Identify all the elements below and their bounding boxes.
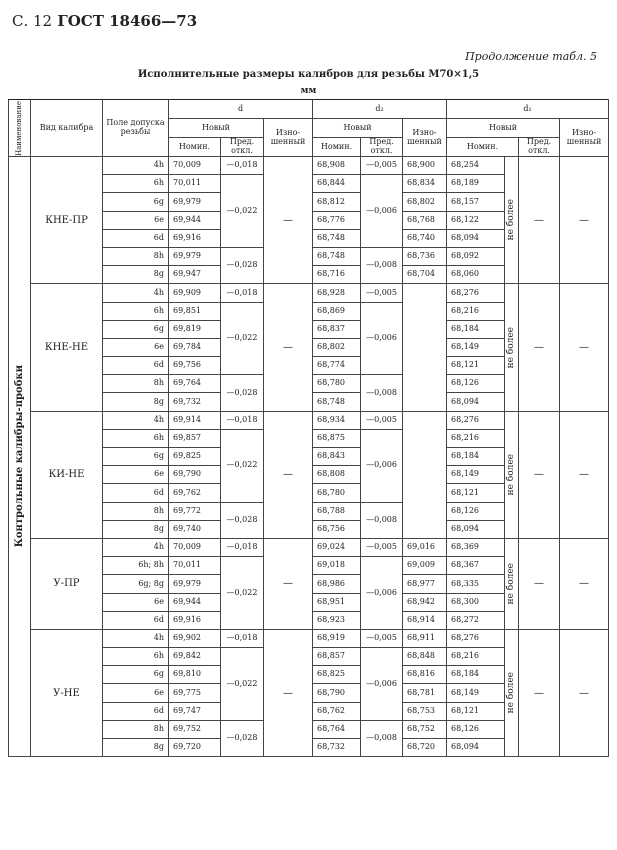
d1-nominal-cell: 68,276 <box>447 284 505 302</box>
d1-nominal-cell: 68,216 <box>447 302 505 320</box>
tolerance-field-cell: 6e <box>103 684 169 702</box>
d-deviation-cell: —0,022 <box>221 302 264 375</box>
d2-worn-cell: 68,752 <box>403 720 447 738</box>
d2-deviation-cell: —0,006 <box>361 175 403 248</box>
d-deviation-cell: —0,028 <box>221 720 264 756</box>
d2-nom-header: Номин. <box>313 138 361 157</box>
gauge-kind-cell: У-НЕ <box>31 629 103 756</box>
d1-nominal-cell: 68,189 <box>447 175 505 193</box>
d1-nominal-cell: 68,121 <box>447 702 505 720</box>
d2-nominal-cell: 68,843 <box>313 448 361 466</box>
table-title: Исполнительные размеры калибров для резьбы М70×1,5 <box>137 69 480 80</box>
d2-nominal-cell: 68,986 <box>313 575 361 593</box>
d-nominal-cell: 69,819 <box>169 320 221 338</box>
d2-nominal-cell: 68,802 <box>313 338 361 356</box>
d-nominal-cell: 69,790 <box>169 466 221 484</box>
d1-nominal-cell: 68,094 <box>447 520 505 538</box>
gauge-dimensions-table <box>8 99 609 757</box>
d2-deviation-cell: —0,006 <box>361 557 403 630</box>
d1-nominal-cell: 68,367 <box>447 557 505 575</box>
d-nominal-cell: 70,009 <box>169 538 221 556</box>
d2-nominal-cell: 69,024 <box>313 538 361 556</box>
tolerance-field-cell: 4h <box>103 538 169 556</box>
d1-nominal-cell: 68,121 <box>447 484 505 502</box>
d2-worn-cell: 68,704 <box>403 266 447 284</box>
d1-nominal-cell: 68,300 <box>447 593 505 611</box>
d1-worn-cell: — <box>560 284 609 411</box>
d2-nominal-cell: 68,808 <box>313 466 361 484</box>
d2-deviation-cell: —0,005 <box>361 284 403 302</box>
d-nominal-cell: 69,979 <box>169 193 221 211</box>
d2-worn-cell <box>403 411 447 538</box>
d2-worn-cell: 68,768 <box>403 211 447 229</box>
d1-nominal-cell: 68,276 <box>447 411 505 429</box>
d-nominal-cell: 69,979 <box>169 247 221 265</box>
d-worn-cell: — <box>264 411 313 538</box>
d-nominal-cell: 69,756 <box>169 357 221 375</box>
d2-nominal-cell: 68,812 <box>313 193 361 211</box>
d2-worn-cell: 68,736 <box>403 247 447 265</box>
d-deviation-cell: —0,028 <box>221 247 264 283</box>
d-nominal-cell: 69,909 <box>169 284 221 302</box>
d1-new-header: Новый <box>447 119 560 138</box>
d2-deviation-cell: —0,006 <box>361 302 403 375</box>
gauge-kind-cell: У-ПР <box>31 538 103 629</box>
d-deviation-cell: —0,018 <box>221 284 264 302</box>
d-nominal-cell: 69,944 <box>169 211 221 229</box>
d1-nominal-cell: 68,272 <box>447 611 505 629</box>
tolerance-field-cell: 4h <box>103 157 169 175</box>
d-deviation-cell: —0,018 <box>221 629 264 647</box>
side-label-cell: Контрольные калибры-пробки <box>9 157 31 757</box>
d-deviation-cell: —0,018 <box>221 538 264 556</box>
d1-worn-cell: — <box>560 629 609 756</box>
d-nominal-cell: 69,842 <box>169 648 221 666</box>
tolerance-field-cell: 4h <box>103 629 169 647</box>
d1-nominal-cell: 68,149 <box>447 684 505 702</box>
d1-nominal-cell: 68,369 <box>447 538 505 556</box>
d1-nominal-cell: 68,122 <box>447 211 505 229</box>
tolerance-field-cell: 6e <box>103 338 169 356</box>
d2-nominal-cell: 68,869 <box>313 302 361 320</box>
gauge-kind-cell: КИ-НЕ <box>31 411 103 538</box>
continuation-note: Продолжение табл. 5 <box>465 50 597 63</box>
d1-not-more-cell: не более <box>505 538 519 629</box>
d2-nominal-cell: 68,774 <box>313 357 361 375</box>
d2-nominal-cell: 68,919 <box>313 629 361 647</box>
d-nominal-cell: 69,772 <box>169 502 221 520</box>
tolerance-field-cell: 6e <box>103 211 169 229</box>
d-nominal-cell: 69,916 <box>169 229 221 247</box>
d2-nominal-cell: 68,716 <box>313 266 361 284</box>
d-deviation-cell: —0,022 <box>221 429 264 502</box>
d1-not-more-cell: не более <box>505 157 519 284</box>
tolerance-field-cell: 8g <box>103 520 169 538</box>
d-deviation-cell: —0,022 <box>221 175 264 248</box>
d2-worn-header: Изно- шенный <box>403 119 447 157</box>
d-nom-header: Номин. <box>169 138 221 157</box>
tolerance-field-cell: 8h <box>103 502 169 520</box>
d-worn-header: Изно- шенный <box>264 119 313 157</box>
d1-nominal-cell: 68,184 <box>447 448 505 466</box>
tolerance-field-cell: 6h <box>103 175 169 193</box>
d2-new-header: Новый <box>313 119 403 138</box>
d2-nominal-cell: 68,762 <box>313 702 361 720</box>
tolerance-field-cell: 6e <box>103 466 169 484</box>
d2-worn-cell: 68,977 <box>403 575 447 593</box>
d1-worn-cell: — <box>560 411 609 538</box>
d2-deviation-cell: —0,005 <box>361 629 403 647</box>
d2-deviation-cell: —0,008 <box>361 375 403 411</box>
table-row <box>9 538 609 556</box>
d-worn-cell: — <box>264 629 313 756</box>
d1-deviation-cell: — <box>519 157 560 284</box>
d2-nominal-cell: 68,748 <box>313 393 361 411</box>
d-nominal-cell: 69,720 <box>169 739 221 757</box>
d1-nominal-cell: 68,157 <box>447 193 505 211</box>
d-nominal-cell: 69,857 <box>169 429 221 447</box>
d-worn-cell: — <box>264 157 313 284</box>
d-nominal-cell: 69,740 <box>169 520 221 538</box>
tolerance-field-cell: 6h <box>103 429 169 447</box>
d1-nominal-cell: 68,126 <box>447 502 505 520</box>
d2-nominal-cell: 68,788 <box>313 502 361 520</box>
d2-worn-cell: 68,848 <box>403 648 447 666</box>
d2-worn-cell: 68,942 <box>403 593 447 611</box>
tolerance-field-cell: 6d <box>103 357 169 375</box>
d2-dev-header: Пред. откл. <box>361 138 403 157</box>
table-row <box>9 411 609 429</box>
d1-deviation-cell: — <box>519 629 560 756</box>
d2-deviation-cell: —0,006 <box>361 648 403 721</box>
d2-nominal-cell: 68,934 <box>313 411 361 429</box>
d1-nominal-cell: 68,126 <box>447 720 505 738</box>
d-nominal-cell: 69,979 <box>169 575 221 593</box>
page-number: С. 12 <box>12 12 53 30</box>
d1-nominal-cell: 68,094 <box>447 393 505 411</box>
d2-deviation-cell: —0,006 <box>361 429 403 502</box>
d1-nominal-cell: 68,216 <box>447 429 505 447</box>
d2-worn-cell: 68,740 <box>403 229 447 247</box>
d2-nominal-cell: 68,732 <box>313 739 361 757</box>
d-deviation-cell: —0,018 <box>221 157 264 175</box>
col-d-header: d <box>169 100 313 119</box>
d-nominal-cell: 70,009 <box>169 157 221 175</box>
d1-nominal-cell: 68,335 <box>447 575 505 593</box>
d-nominal-cell: 69,916 <box>169 611 221 629</box>
d-nominal-cell: 69,784 <box>169 338 221 356</box>
d2-nominal-cell: 68,764 <box>313 720 361 738</box>
d2-nominal-cell: 68,908 <box>313 157 361 175</box>
tolerance-field-cell: 6d <box>103 702 169 720</box>
d-nominal-cell: 69,732 <box>169 393 221 411</box>
d2-nominal-cell: 68,844 <box>313 175 361 193</box>
d1-deviation-cell: — <box>519 284 560 411</box>
d2-worn-cell: 68,914 <box>403 611 447 629</box>
tolerance-field-cell: 6h; 8h <box>103 557 169 575</box>
d1-not-more-cell: не более <box>505 411 519 538</box>
d-nominal-cell: 69,762 <box>169 484 221 502</box>
d1-not-more-cell: не более <box>505 284 519 411</box>
tolerance-field-cell: 6g <box>103 320 169 338</box>
d2-worn-cell <box>403 284 447 411</box>
d1-not-more-cell: не более <box>505 629 519 756</box>
d1-worn-header: Изно- шенный <box>560 119 609 157</box>
d2-nominal-cell: 68,923 <box>313 611 361 629</box>
d-nominal-cell: 69,851 <box>169 302 221 320</box>
tolerance-field-cell: 6g <box>103 193 169 211</box>
d-deviation-cell: —0,028 <box>221 375 264 411</box>
d2-deviation-cell: —0,008 <box>361 247 403 283</box>
d2-deviation-cell: —0,008 <box>361 720 403 756</box>
d-nominal-cell: 69,810 <box>169 666 221 684</box>
d-deviation-cell: —0,028 <box>221 502 264 538</box>
page-header <box>12 12 197 30</box>
col-kind-header: Вид калибра <box>31 100 103 157</box>
d1-nominal-cell: 68,094 <box>447 739 505 757</box>
unit-label: мм <box>300 86 317 96</box>
d2-nominal-cell: 68,748 <box>313 229 361 247</box>
d2-nominal-cell: 68,875 <box>313 429 361 447</box>
d2-nominal-cell: 68,825 <box>313 666 361 684</box>
d2-nominal-cell: 68,837 <box>313 320 361 338</box>
d2-worn-cell: 68,911 <box>403 629 447 647</box>
d2-worn-cell: 68,802 <box>403 193 447 211</box>
d2-worn-cell: 68,781 <box>403 684 447 702</box>
tolerance-field-cell: 8h <box>103 375 169 393</box>
tolerance-field-cell: 6h <box>103 302 169 320</box>
d2-deviation-cell: —0,005 <box>361 538 403 556</box>
d1-deviation-cell: — <box>519 538 560 629</box>
tolerance-field-cell: 6e <box>103 593 169 611</box>
d1-nominal-cell: 68,149 <box>447 466 505 484</box>
d1-nominal-cell: 68,092 <box>447 247 505 265</box>
d2-nominal-cell: 68,928 <box>313 284 361 302</box>
d1-nominal-cell: 68,254 <box>447 157 505 175</box>
d-nominal-cell: 69,764 <box>169 375 221 393</box>
d1-nominal-cell: 68,121 <box>447 357 505 375</box>
standard-code: ГОСТ 18466—73 <box>57 12 198 30</box>
d-nominal-cell: 69,947 <box>169 266 221 284</box>
tolerance-field-cell: 8g <box>103 739 169 757</box>
col-d2-header: d₂ <box>313 100 447 119</box>
d2-nominal-cell: 69,018 <box>313 557 361 575</box>
d-nominal-cell: 70,011 <box>169 175 221 193</box>
d1-deviation-cell: — <box>519 411 560 538</box>
d1-worn-cell: — <box>560 538 609 629</box>
d2-worn-cell: 68,720 <box>403 739 447 757</box>
table-row <box>9 629 609 647</box>
d1-nominal-cell: 68,060 <box>447 266 505 284</box>
gauge-kind-cell: КНЕ-ПР <box>31 157 103 284</box>
tolerance-field-cell: 6h <box>103 648 169 666</box>
d1-dev-header: Пред. откл. <box>519 138 560 157</box>
d2-nominal-cell: 68,756 <box>313 520 361 538</box>
tolerance-field-cell: 8g <box>103 266 169 284</box>
d-nominal-cell: 69,944 <box>169 593 221 611</box>
d2-worn-cell: 69,009 <box>403 557 447 575</box>
d-dev-header: Пред. откл. <box>221 138 264 157</box>
d2-nominal-cell: 68,857 <box>313 648 361 666</box>
d-worn-cell: — <box>264 284 313 411</box>
d2-nominal-cell: 68,780 <box>313 375 361 393</box>
d2-nominal-cell: 68,780 <box>313 484 361 502</box>
d2-nominal-cell: 68,951 <box>313 593 361 611</box>
d2-deviation-cell: —0,008 <box>361 502 403 538</box>
d2-nominal-cell: 68,790 <box>313 684 361 702</box>
tolerance-field-cell: 6d <box>103 484 169 502</box>
d1-nominal-cell: 68,184 <box>447 666 505 684</box>
table-row <box>9 284 609 302</box>
tolerance-field-cell: 6g; 8g <box>103 575 169 593</box>
tolerance-field-cell: 4h <box>103 411 169 429</box>
d-worn-cell: — <box>264 538 313 629</box>
d2-nominal-cell: 68,748 <box>313 247 361 265</box>
tolerance-field-cell: 6d <box>103 229 169 247</box>
d1-nominal-cell: 68,276 <box>447 629 505 647</box>
d-deviation-cell: —0,022 <box>221 557 264 630</box>
d2-worn-cell: 68,900 <box>403 157 447 175</box>
d2-nominal-cell: 68,776 <box>313 211 361 229</box>
col-field-header: Поле допуска резьбы <box>103 100 169 157</box>
d-nominal-cell: 70,011 <box>169 557 221 575</box>
gauge-kind-cell: КНЕ-НЕ <box>31 284 103 411</box>
tolerance-field-cell: 8g <box>103 393 169 411</box>
d-nominal-cell: 69,775 <box>169 684 221 702</box>
d-deviation-cell: —0,018 <box>221 411 264 429</box>
tolerance-field-cell: 6g <box>103 666 169 684</box>
d2-deviation-cell: —0,005 <box>361 157 403 175</box>
table-body <box>9 157 609 757</box>
d-new-header: Новый <box>169 119 264 138</box>
tolerance-field-cell: 4h <box>103 284 169 302</box>
d1-nominal-cell: 68,184 <box>447 320 505 338</box>
tolerance-field-cell: 8h <box>103 720 169 738</box>
d1-nominal-cell: 68,149 <box>447 338 505 356</box>
d2-worn-cell: 68,816 <box>403 666 447 684</box>
d2-deviation-cell: —0,005 <box>361 411 403 429</box>
tolerance-field-cell: 6g <box>103 448 169 466</box>
tolerance-field-cell: 8h <box>103 247 169 265</box>
d1-nominal-cell: 68,094 <box>447 229 505 247</box>
d-nominal-cell: 69,914 <box>169 411 221 429</box>
d-nominal-cell: 69,902 <box>169 629 221 647</box>
tolerance-field-cell: 6d <box>103 611 169 629</box>
d-nominal-cell: 69,825 <box>169 448 221 466</box>
d-deviation-cell: —0,022 <box>221 648 264 721</box>
col-name-header: Наименование <box>9 100 31 157</box>
d1-nom-header: Номин. <box>447 138 519 157</box>
d2-worn-cell: 69,016 <box>403 538 447 556</box>
d-nominal-cell: 69,747 <box>169 702 221 720</box>
d2-worn-cell: 68,834 <box>403 175 447 193</box>
d1-worn-cell: — <box>560 157 609 284</box>
d2-worn-cell: 68,753 <box>403 702 447 720</box>
d1-nominal-cell: 68,126 <box>447 375 505 393</box>
table-row <box>9 157 609 175</box>
d1-nominal-cell: 68,216 <box>447 648 505 666</box>
col-d1-header: d₁ <box>447 100 609 119</box>
d-nominal-cell: 69,752 <box>169 720 221 738</box>
